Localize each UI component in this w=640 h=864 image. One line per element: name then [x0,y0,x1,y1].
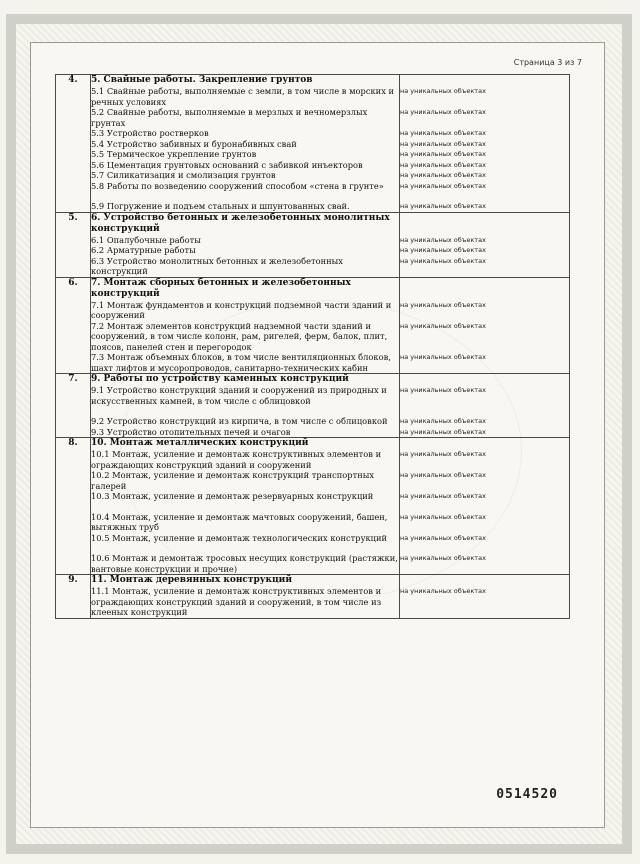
scope-label: на уникальных объектах [400,533,486,542]
row-number: 8. [56,438,91,575]
row-number: 5. [56,212,91,277]
table-row [56,277,570,374]
scope-label: на уникальных объектах [400,256,486,265]
section-scope [400,277,570,374]
section-scope [400,75,570,213]
section-description [91,212,400,277]
work-item: 7.2 Монтаж элементов конструкций надземной части зданий и сооружений, в том числе колонн, рам, ригелей, ферм, балок, плит, поясов, панелей стен и перегородок [91,320,388,352]
table-row [56,212,570,277]
work-item: 5.6 Цементация грунтовых оснований с забивкой инъекторов [91,159,363,170]
row-number: 6. [56,277,91,374]
work-item: 10.3 Монтаж, усиление и демонтаж резервуарных конструкций [91,491,374,501]
scope-label: на уникальных объектах [400,427,486,436]
work-item: 5.7 Силикатизация и смолизация грунтов [91,170,276,180]
scope-label: на уникальных объектах [400,171,486,179]
scope-label: на уникальных объектах [400,512,486,521]
work-item: 5.5 Термическое укрепление грунтов [91,149,257,159]
work-item: 11.1 Монтаж, усиление и демонтаж конструктивных элементов и ограждающих конструкций зданий и сооружений, в том числе из клееных конструкций [91,586,382,617]
work-item: 6.2 Арматурные работы [91,245,196,255]
scope-label: на уникальных объектах [400,450,486,458]
scope-label: на уникальных объектах [400,471,486,479]
work-item: 7.1 Монтаж фундаментов и конструкций подземной части зданий и сооружений [91,299,392,320]
work-item: 10.2 Монтаж, усиление и демонтаж конструкций транспортных галерей [91,470,375,491]
section-scope [400,212,570,277]
work-item: 5.1 Свайные работы, выполняемые с земли, в том числе в морских и речных условиях [91,86,395,107]
scope-label: на уникальных объектах [400,386,486,394]
work-item: 10.6 Монтаж и демонтаж тросовых несущих конструкций (растяжки, вантовые конструкции и прочие) [91,553,398,574]
work-item: 5.2 Свайные работы, выполняемые в мерзлых и вечномерзлых грунтах [91,107,368,128]
work-item: 5.8 Работы по возведению сооружений способом «стена в грунте» [91,180,384,191]
scope-label: на уникальных объектах [400,321,486,330]
section-scope [400,575,570,619]
scope-label: на уникальных объектах [400,202,486,210]
scope-label: на уникальных объектах [400,353,486,361]
work-item: 7.3 Монтаж объемных блоков, в том числе вентиляционных блоков, шахт лифтов и мусоропроводов, санитарно-технических кабин [91,352,391,373]
section-scope [400,438,570,575]
scope-label: на уникальных объектах [400,108,486,116]
scope-label: на уникальных объектах [400,492,486,500]
work-item: 6.1 Опалубочные работы [91,234,201,245]
work-item: 5.3 Устройство ростверков [91,128,209,138]
scope-label: на уникальных объектах [400,129,486,137]
section-description [91,277,400,374]
table-row [56,438,570,575]
section-scope [400,374,570,438]
page-counter: Страница 3 из 7 [513,58,582,67]
scope-label: на уникальных объектах [400,160,486,169]
work-item: 9.1 Устройство конструкций зданий и сооружений из природных и искусственных камней, в том числе с облицовкой [91,385,387,406]
section-heading: 7. Монтаж сборных бетонных и железобетонных конструкций [91,277,351,299]
work-item: 10.4 Монтаж, усиление и демонтаж мачтовых сооружений, башен, вытяжных труб [91,511,388,532]
section-heading: 5. Свайные работы. Закрепление грунтов [91,75,313,85]
work-item: 6.3 Устройство монолитных бетонных и железобетонных конструкций [91,255,343,276]
scope-label: на уникальных объектах [400,139,486,148]
section-description [91,575,400,619]
works-table [55,74,570,619]
work-item: 5.4 Устройство забивных и буронабивных свай [91,138,297,149]
section-heading: 6. Устройство бетонных и железобетонных монолитных конструкций [91,212,390,234]
section-description [91,374,400,438]
scope-label: на уникальных объектах [400,181,486,190]
work-item: 10.1 Монтаж, усиление и демонтаж конструктивных элементов и ограждающих конструкций зданий и сооружений [91,449,382,470]
row-number: 9. [56,575,91,619]
row-number: 4. [56,75,91,213]
scope-label: на уникальных объектах [400,417,486,425]
scope-label: на уникальных объектах [400,554,486,562]
row-number: 7. [56,374,91,438]
scope-label: на уникальных объектах [400,587,486,595]
scope-label: на уникальных объектах [400,150,486,158]
work-item: 9.3 Устройство отопительных печей и очагов [91,426,291,437]
scope-label: на уникальных объектах [400,235,486,244]
table-row [56,374,570,438]
work-item: 5.9 Погружение и подъем стальных и шпунтованных свай. [91,201,350,211]
table-row [56,75,570,213]
scope-label: на уникальных объектах [400,300,486,309]
scope-label: на уникальных объектах [400,246,486,254]
serial-number: 0514520 [496,787,558,802]
section-heading: 9. Работы по устройству каменных конструкций [91,374,349,384]
section-description [91,75,400,213]
section-heading: 10. Монтаж металлических конструкций [91,438,309,448]
work-item: 10.5 Монтаж, усиление и демонтаж технологических конструкций [91,532,388,543]
section-description [91,438,400,575]
scope-label: на уникальных объектах [400,87,486,95]
work-item: 9.2 Устройство конструкций из кирпича, в том числе с облицовкой [91,416,388,426]
table-row [56,575,570,619]
section-heading: 11. Монтаж деревянных конструкций [91,575,293,585]
